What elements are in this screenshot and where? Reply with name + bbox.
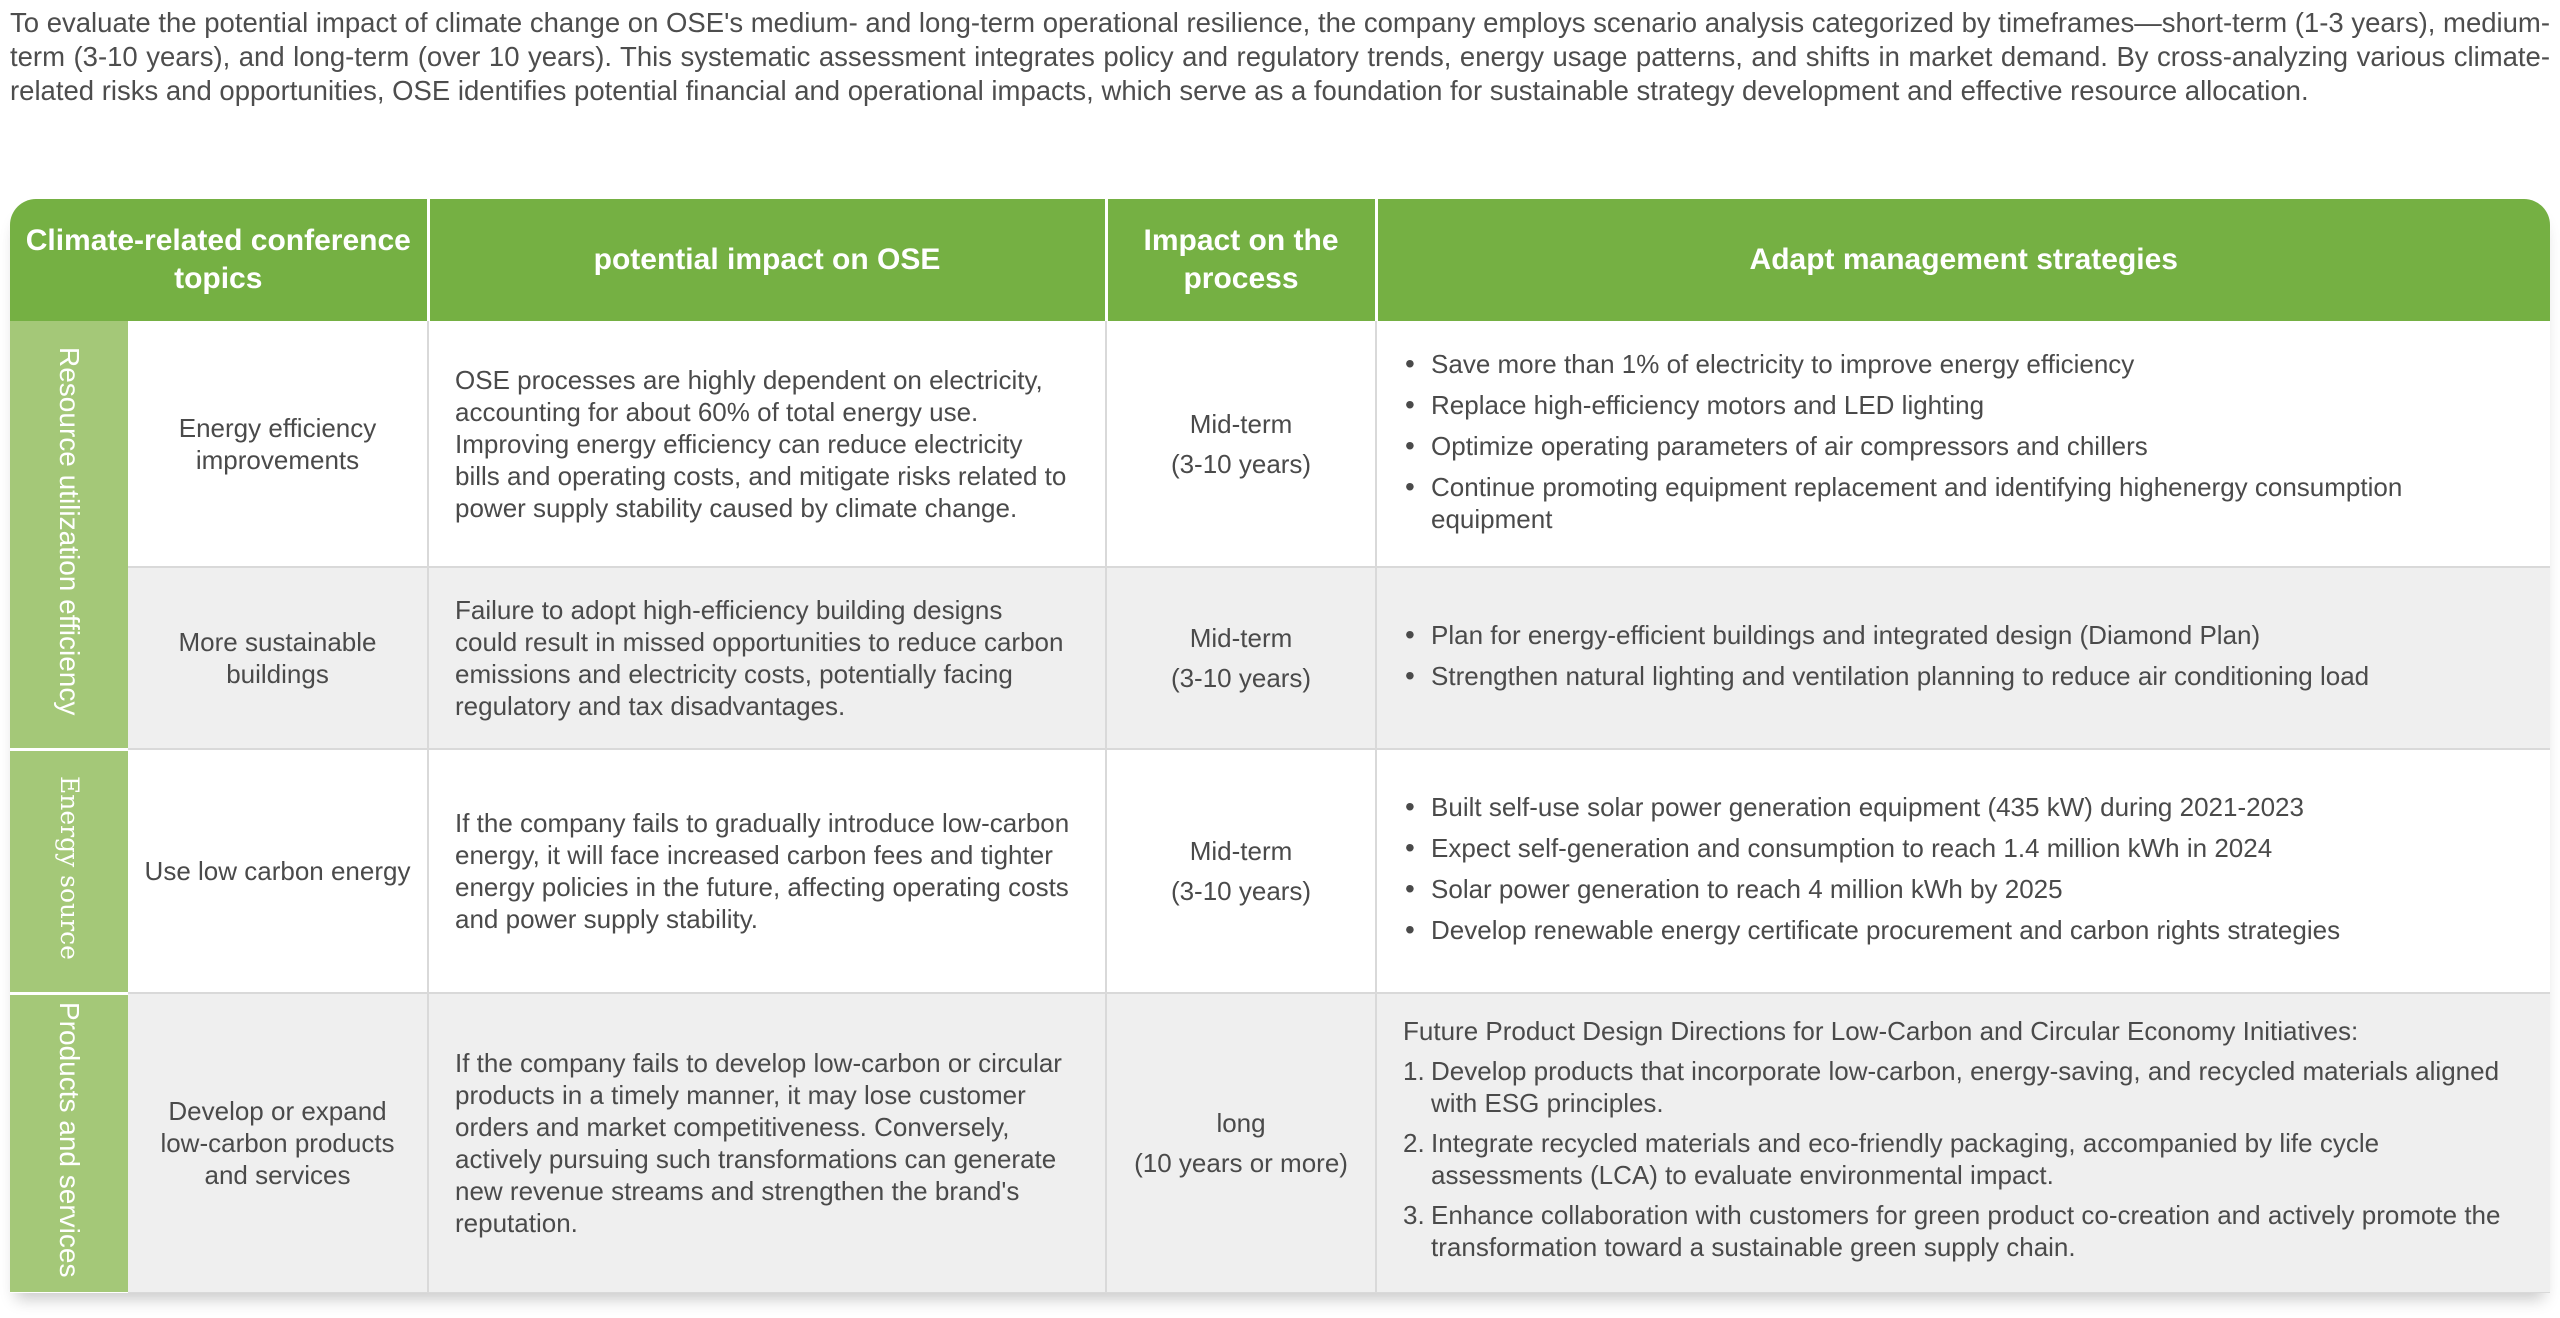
list-item: • Plan for energy-efficient buildings and integrated design (Diamond Plan) xyxy=(1403,619,2526,651)
category-label: Products and services xyxy=(54,1001,85,1278)
process-term: long xyxy=(1216,1108,1266,1138)
category-products xyxy=(10,993,128,1293)
list-item: • Strengthen natural lighting and ventilation planning to reduce air conditioning load xyxy=(1403,660,2526,692)
list-item xyxy=(1403,1199,2526,1263)
list-item: • Optimize operating parameters of air compressors and chillers xyxy=(1403,430,2526,462)
category-resource xyxy=(10,321,128,749)
strategies-cell xyxy=(1376,321,2550,567)
process-cell xyxy=(1106,749,1376,993)
header-topics: Climate-related conference topics xyxy=(10,199,428,321)
process-range: (3-10 years) xyxy=(1170,448,1312,479)
impact-cell: If the company fails to gradually introduce low-carbon energy, it will face increased carbon fees and tighter energy policies in the future, affecting operating costs and power supply stability. xyxy=(428,749,1106,993)
list-item: • Solar power generation to reach 4 million kWh by 2025 xyxy=(1403,873,2526,905)
impact-cell: OSE processes are highly dependent on electricity, accounting for about 60% of total energy use. Improving energy efficiency can reduce electricity bills and operating costs, and mitigate risks related to power supply stability caused by climate change. xyxy=(428,321,1106,567)
strategy-list xyxy=(1403,619,2526,692)
strategy-list xyxy=(1403,348,2526,535)
topic-cell: More sustainable buildings xyxy=(128,567,428,749)
strategies-cell xyxy=(1376,567,2550,749)
process-cell xyxy=(1106,993,1376,1293)
process-term: Mid-term xyxy=(1189,408,1293,439)
list-item: • Continue promoting equipment replacement and identifying highenergy consumption equipment xyxy=(1403,471,2526,535)
topic-cell: Energy efficiency improvements xyxy=(128,321,428,567)
intro-paragraph: To evaluate the potential impact of climate change on OSE's medium- and long-term operational resilience, the company employs scenario analysis categorized by timeframes—short-term (1-3 years), medium-term (3-10 years), and long-term (over 10 years). This systematic assessment integrates policy and regulatory trends, energy usage patterns, and shifts in market demand. By cross-analyzing various climate-related risks and opportunities, OSE identifies potential financial and operational impacts, which serve as a foundation for sustainable strategy development and effective resource allocation. xyxy=(10,7,2550,106)
list-item xyxy=(1403,1127,2526,1191)
strategy-numbered-list xyxy=(1403,1055,2526,1263)
process-range: (3-10 years) xyxy=(1170,663,1312,693)
strategy-intro: Future Product Design Directions for Low-Carbon and Circular Economy Initiatives: xyxy=(1403,1016,2359,1046)
list-item: • Replace high-efficiency motors and LED lighting xyxy=(1403,389,2526,421)
table-row xyxy=(10,993,2550,1293)
category-label: Resource utilization efficiency xyxy=(54,346,85,715)
process-range: (10 years or more) xyxy=(1134,1148,1348,1178)
category-energy xyxy=(10,749,128,993)
table-header xyxy=(10,199,2550,321)
list-item: • Develop renewable energy certificate procurement and carbon rights strategies xyxy=(1403,914,2526,946)
header-impact: potential impact on OSE xyxy=(428,199,1106,321)
list-item: • Built self-use solar power generation equipment (435 kW) during 2021-2023 xyxy=(1403,791,2526,823)
list-item: • Expect self-generation and consumption to reach 1.4 million kWh in 2024 xyxy=(1403,832,2526,864)
header-process: Impact on the process xyxy=(1106,199,1376,321)
topic-cell: Develop or expand low-carbon products and services xyxy=(128,993,428,1293)
process-cell xyxy=(1106,567,1376,749)
table-row xyxy=(10,749,2550,993)
impact-cell: Failure to adopt high-efficiency building designs could result in missed opportunities to reduce carbon emissions and electricity costs, potentially facing regulatory and tax disadvantages. xyxy=(428,567,1106,749)
topic-cell: Use low carbon energy xyxy=(128,749,428,993)
process-term: Mid-term xyxy=(1189,623,1293,653)
list-item: • Save more than 1% of electricity to improve energy efficiency xyxy=(1403,348,2526,380)
impact-cell: If the company fails to develop low-carbon or circular products in a timely manner, it may lose customer orders and market competitiveness. Conversely, actively pursuing such transformations can generate new revenue streams and strengthen the brand's reputation. xyxy=(428,993,1106,1293)
table-row xyxy=(10,567,2550,749)
strategy-list xyxy=(1403,791,2526,946)
process-range: (3-10 years) xyxy=(1170,876,1312,906)
climate-scenario-table xyxy=(10,199,2550,1293)
process-cell xyxy=(1106,321,1376,567)
category-label: Energy source xyxy=(55,775,84,960)
item-text: Enhance collaboration with customers for green product co-creation and actively promote the transformation toward a sustainable green supply chain. xyxy=(1431,1200,2501,1262)
item-number: 2. xyxy=(1403,1128,1425,1158)
strategies-cell xyxy=(1376,993,2550,1293)
strategies-cell xyxy=(1376,749,2550,993)
process-term: Mid-term xyxy=(1189,836,1293,866)
item-text: Integrate recycled materials and eco-friendly packaging, accompanied by life cycle assessments (LCA) to evaluate environmental impact. xyxy=(1431,1128,2380,1190)
table-row xyxy=(10,321,2550,567)
table xyxy=(10,199,2550,1293)
item-number: 3. xyxy=(1403,1200,1425,1230)
list-item xyxy=(1403,1055,2526,1119)
item-number: 1. xyxy=(1403,1056,1425,1086)
item-text: Develop products that incorporate low-carbon, energy-saving, and recycled materials aligned with ESG principles. xyxy=(1431,1056,2500,1118)
header-strategies: Adapt management strategies xyxy=(1376,199,2550,321)
table-body xyxy=(10,321,2550,1293)
